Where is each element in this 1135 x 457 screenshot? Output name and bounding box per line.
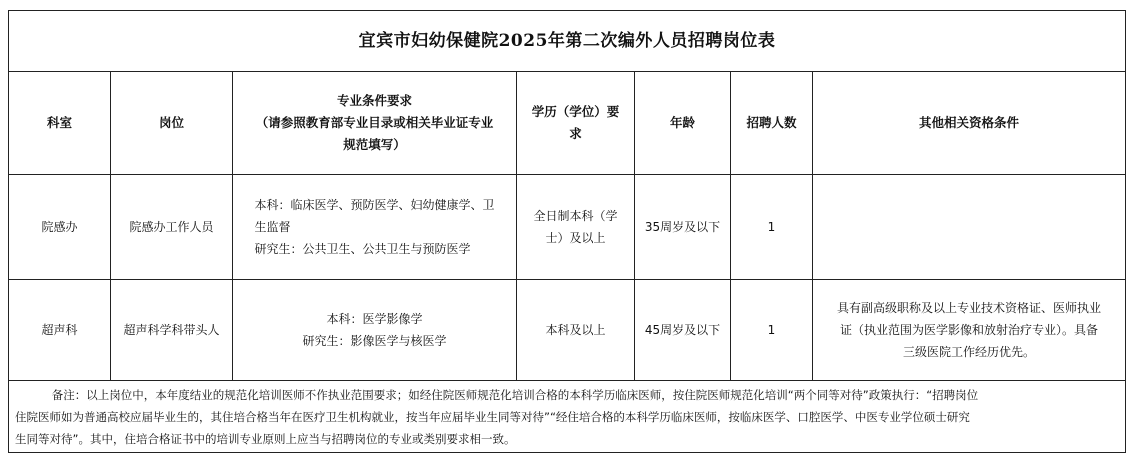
cell-major (233, 175, 517, 280)
table-title: 宜宾市妇幼保健院2025年第二次编外人员招聘岗位表 (9, 11, 1126, 72)
header-major-line: 规范填写） (343, 137, 406, 152)
cell-other (813, 280, 1126, 381)
header-major (233, 72, 517, 175)
cell-department: 超声科 (9, 280, 111, 381)
cell-education (517, 175, 635, 280)
note-cell (9, 381, 1126, 453)
recruitment-sheet (8, 10, 1125, 451)
header-education-line: 学历（学位）要 (531, 104, 620, 119)
note-line: 备注：以上岗位中，本年度结业的规范化培训医师不作执业范围要求；如经住院医师规范化培训合格的本科学历临床医师，按住院医师规范化培训“两个同等对待”政策执行：“招聘岗位 (51, 387, 979, 402)
note-line: 住院医师如为普通高校应届毕业生的，其住培合格当年在医疗卫生机构就业，按当年应届毕业生同等对待”“经住培合格的本科学历临床医师，按临床医学、口腔医学、中医专业学位硕士研究 (15, 409, 970, 424)
major-line: 生监督 (254, 220, 291, 234)
cell-position: 超声科学科带头人 (111, 280, 233, 381)
cell-department: 院感办 (9, 175, 111, 280)
other-line: 三级医院工作经历优先。 (903, 345, 1036, 359)
header-department: 科室 (9, 72, 111, 175)
note-row (9, 381, 1126, 453)
major-line: 研究生：影像医学与核医学 (302, 334, 447, 348)
cell-age: 45周岁及以下 (635, 280, 731, 381)
table-row (9, 280, 1126, 381)
cell-education (517, 280, 635, 381)
header-major-line: （请参照教育部专业目录或相关毕业证专业 (255, 115, 494, 130)
cell-age: 35周岁及以下 (635, 175, 731, 280)
other-line: 具有副高级职称及以上专业技术资格证、医师执业 (837, 301, 1102, 315)
major-line: 本科：临床医学、预防医学、妇幼健康学、卫 (254, 198, 495, 212)
table-row (9, 175, 1126, 280)
education-line: 本科及以上 (545, 323, 606, 337)
cell-position: 院感办工作人员 (111, 175, 233, 280)
major-line: 本科：医学影像学 (326, 312, 423, 326)
header-other: 其他相关资格条件 (813, 72, 1126, 175)
other-line: 证（执业范围为医学影像和放射治疗专业）。具备 (840, 323, 1099, 337)
header-major-line: 专业条件要求 (336, 93, 412, 108)
header-row (9, 72, 1126, 175)
header-education-line: 求 (569, 126, 582, 141)
major-line: 研究生：公共卫生、公共卫生与预防医学 (254, 242, 471, 256)
header-age: 年龄 (635, 72, 731, 175)
cell-count: 1 (731, 280, 813, 381)
education-line: 全日制本科（学 (533, 209, 618, 223)
header-education (517, 72, 635, 175)
cell-major (233, 280, 517, 381)
cell-count: 1 (731, 175, 813, 280)
header-position: 岗位 (111, 72, 233, 175)
education-line: 士）及以上 (545, 231, 606, 245)
note-line: 生同等对待”。其中，住培合格证书中的培训专业原则上应当与招聘岗位的专业或类别要求相一致。 (15, 431, 516, 446)
cell-other (813, 175, 1126, 280)
recruitment-table (8, 10, 1126, 453)
header-count: 招聘人数 (731, 72, 813, 175)
